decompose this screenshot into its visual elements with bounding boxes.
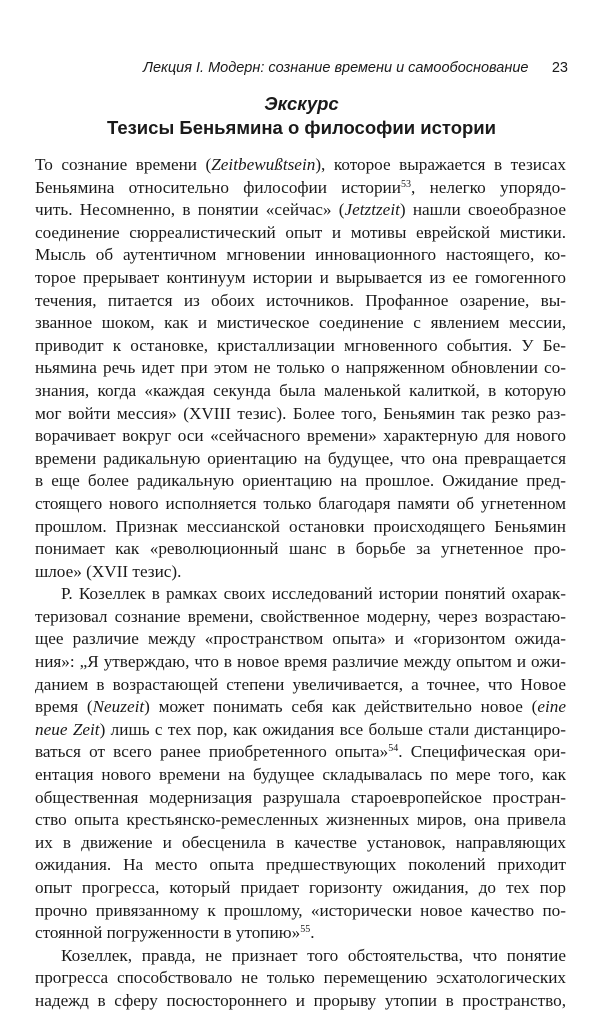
text-line: стоянной погруженности в утопию»$^{55}$. [35,923,315,943]
excursus-heading [35,92,568,140]
text-line: надежд в сферу посюстороннего и прорыву утопии в пространство, [35,990,566,1010]
excursus-title: Тезисы Беньямина о философии истории [106,117,497,138]
text-line: данием в возрастающей степени увеличивается, а точнее, что Новое [35,674,566,694]
footnote-ref-55: 55 [300,924,311,936]
text-line: ния»: „Я утверждаю, что в новое время различие между опытом и ожи- [35,652,566,672]
text-line: То сознание времени (Zeitbewußtsein), которое выражается в тезисах [35,155,567,174]
text-line: времени радикальную ориентацию на будущее, что она превращается [35,448,566,468]
text-line: чить. Несомненно, в понятии «сейчас» (Jetztzeit) нашли своеобразное [35,200,566,220]
text-line: знания, когда «каждая секунда была маленькой калиткой, в которую [35,380,566,400]
text-line: прогресса способствовало не только перемещению эсхатологических [35,968,566,988]
body-text [35,154,566,1013]
text-line: время (Neuzeit) может понимать себя как действительно новое (eine [35,697,567,717]
text-line: теризовал сознание времени, свойственное модерну, через возрастаю- [35,606,566,626]
excursus-label: Экскурс [264,93,339,114]
text-line: понимает как «революционный шанс в борьбе за угнетенное про- [35,539,566,559]
text-line: их в движение и обесценила в качестве установок, направляющих [35,832,566,852]
text-line: ожидания. На место опыта предшествующих поколений приходит [35,855,566,875]
text-line: в еще более радикальную ориентацию на прошлое. Ожидание пред- [35,471,566,491]
text-line: шлое» (XVII тезис). [35,561,182,581]
text-line: ньямина речь идет при этом не только о напряженном обновлении со- [35,358,566,378]
text-line: стоящего нового исполняется только благодаря памяти об угнетенном [35,493,566,513]
paragraph-1 [35,154,566,583]
running-title: Лекция I. Модерн: сознание времени и самообоснование [143,60,529,76]
text-line: прошлом. Признак мессианской остановки происходящего Беньямин [35,516,566,536]
text-line: ворачивает вокруг оси «сейчасного времени» характерную для нового [35,426,566,446]
text-line: ство опыта крестьянско-ремесленных жизненных миров, она привела [35,810,566,830]
running-header [35,60,568,82]
text-line: Р. Козеллек в рамках своих исследований истории понятий охарак- [61,584,566,604]
page-number: 23 [551,60,568,76]
text-line: ваться от всего ранее приобретенного опыта»$^{54}$. Специфическая ори- [35,742,566,762]
footnote-ref-54: 54 [388,743,399,755]
text-line: приводит к остановке, кристаллизации мгновенного события. У Бе- [35,335,566,355]
text-line: соединение сюрреалистический опыт и мотивы еврейской мистики. [35,222,566,242]
text-line: общественная модернизация разрушала староевропейское простран- [35,787,566,807]
text-line: ентация нового времени на будущее складывалась по мере того, как [35,765,566,785]
text-line: мог войти мессия» (XVIII тезис). Более того, Беньямин так резко раз- [35,403,566,423]
footnote-ref-53: 53 [400,178,411,190]
text-line: Беньямина относительно философии истории$^{53}$, нелегко упорядо- [35,177,566,197]
text-line: щее различие между «пространством опыта» и «горизонтом ожида- [35,629,566,649]
text-line: прочно привязанному к прошлому, «исторически новое качество по- [35,900,566,920]
paragraph-3 [35,945,566,1013]
text-line: Мысль об аутентичном мгновении инновационного настоящего, ко- [35,245,566,265]
text-line: Козеллек, правда, не признает того обстоятельства, что понятие [61,945,566,965]
text-line: торое прерывает континуум истории и вырывается из ее гомогенного [35,267,566,287]
text-line: званное шоком, как и мистическое соединение с явлением мессии, [35,313,566,333]
text-line: течения, питается из обоих источников. Профанное озарение, вы- [35,290,566,310]
paragraph-2 [35,583,566,945]
text-line: опыт прогресса, который придает горизонту ожидания, до тех пор [35,878,566,897]
text-line: neue Zeit) лишь с тех пор, как ожидания все больше стали дистанциро- [35,719,567,739]
